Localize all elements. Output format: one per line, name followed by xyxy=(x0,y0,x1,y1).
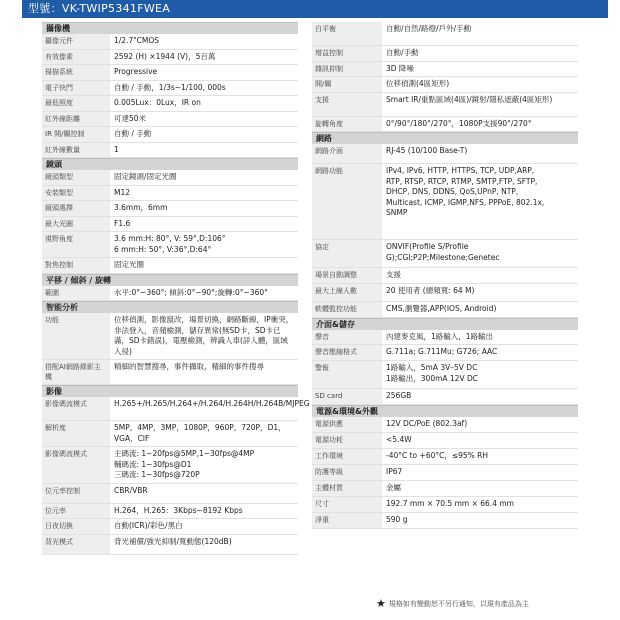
spec-label: 搭配AI網路錄影主機 xyxy=(42,360,110,384)
spec-row xyxy=(312,302,578,318)
spec-row xyxy=(312,62,578,78)
section-heading: 攝像機 xyxy=(42,22,298,34)
spec-row xyxy=(312,93,578,117)
spec-row xyxy=(42,447,298,484)
spec-label: 最低照度 xyxy=(42,96,110,111)
spec-value: 1 xyxy=(114,144,119,154)
spec-row xyxy=(42,81,298,97)
spec-label: SD card xyxy=(312,389,382,404)
spec-label: 軟體監控功能 xyxy=(312,302,382,317)
spec-label: IR 開/關控制 xyxy=(42,127,110,142)
spec-row xyxy=(42,519,298,535)
spec-label: 淨重 xyxy=(312,513,382,528)
spec-value: 精細的智慧搜尋，事件擷取，精細的事件搜尋 xyxy=(114,362,264,371)
spec-row xyxy=(42,50,298,66)
spec-value: 固定光圈 xyxy=(114,260,144,269)
spec-row xyxy=(42,421,298,447)
spec-value: 自動 / 手動，1/3s~1/100, 000s xyxy=(114,82,226,92)
spec-row xyxy=(312,77,578,93)
spec-value: 自動(ICR)/彩色/黑白 xyxy=(114,521,183,530)
spec-row xyxy=(312,240,578,268)
spec-row xyxy=(312,284,578,302)
spec-label: 功能 xyxy=(42,313,110,359)
spec-label: 聲音 xyxy=(312,330,382,345)
spec-row xyxy=(312,465,578,481)
left-spec-column xyxy=(42,22,310,555)
spec-row xyxy=(42,286,298,302)
spec-value: 水平:0°~360°; 傾斜:0°~90°;旋轉:0°~360° xyxy=(114,287,268,297)
spec-value: 可達50米 xyxy=(114,113,147,123)
spec-label: 網路介面 xyxy=(312,144,382,163)
spec-label: 協定 xyxy=(312,240,382,267)
spec-value: CMS,瀏覽器,APP(IOS, Android) xyxy=(386,303,497,313)
spec-row xyxy=(42,112,298,128)
spec-row xyxy=(312,164,578,240)
spec-label: 旋轉角度 xyxy=(312,117,382,132)
spec-value: G.711a; G.711Mu; G726; AAC xyxy=(386,347,498,356)
spec-value: 192.7 mm × 70.5 mm × 66.4 mm xyxy=(386,498,514,508)
model-title: 型號：VK-TWIP5341FWEA xyxy=(28,2,171,15)
spec-row xyxy=(42,258,298,274)
spec-value: ONVIF(Profile S/Profile G);CGI;P2P;Milestone;Genetec xyxy=(386,242,500,262)
right-spec-column xyxy=(312,22,578,529)
model-header xyxy=(22,0,608,18)
spec-label: 雜訊抑制 xyxy=(312,62,382,77)
spec-row xyxy=(312,345,578,361)
spec-value: 金屬 xyxy=(386,482,401,492)
spec-label: 電源供應 xyxy=(312,417,382,432)
spec-label: 鏡頭類型 xyxy=(42,170,110,185)
spec-label: 紅外線距離 xyxy=(42,112,110,127)
section-heading: 電源&環境&外觀 xyxy=(312,405,578,417)
spec-row xyxy=(312,449,578,465)
spec-label: 警報 xyxy=(312,361,382,388)
spec-row xyxy=(42,397,310,421)
spec-value: 590 g xyxy=(386,514,408,524)
spec-value: RJ-45 (10/100 Base-T) xyxy=(386,146,468,155)
spec-row xyxy=(312,46,578,62)
spec-value: 1/2.7"CMOS xyxy=(114,36,160,45)
section-heading: 智能分析 xyxy=(42,301,298,313)
spec-row xyxy=(312,481,578,497)
spec-value: 背光補償/強光抑制/寬動態(120dB) xyxy=(114,536,232,546)
spec-row xyxy=(312,117,578,133)
spec-value: 12V DC/PoE (802.3af) xyxy=(386,418,468,428)
spec-row xyxy=(42,535,298,555)
spec-value: 3.6mm，6mm xyxy=(114,203,168,212)
spec-label: 場景自動調整 xyxy=(312,268,382,283)
spec-label: 開/關 xyxy=(312,77,382,92)
spec-row xyxy=(42,96,298,112)
spec-row xyxy=(42,360,298,385)
spec-label: 增益控制 xyxy=(312,46,382,61)
spec-value: 0.005Lux：0Lux，IR on xyxy=(114,98,201,107)
spec-row xyxy=(42,186,298,202)
spec-label: 掃描系統 xyxy=(42,65,110,80)
spec-label: 網路功能 xyxy=(312,164,382,239)
spec-value: H.264，H.265：3Kbps~8192 Kbps xyxy=(114,505,243,515)
spec-label: 工作環境 xyxy=(312,449,382,464)
spec-value: 自動 / 手動 xyxy=(114,129,152,138)
spec-row xyxy=(312,433,578,449)
spec-value: 1路輸入，5mA 3V–5V DC 1路輸出，300mA 12V DC xyxy=(386,363,478,383)
spec-label: 影像碼流模式 xyxy=(42,397,110,420)
spec-row xyxy=(312,144,578,164)
spec-value: 位移偵測，影像竄改，場景切換，網路斷線，IP衝突，非法登入，音頻檢測，儲存異常(無SD卡，SD卡已滿，SD卡錯誤)，電壓檢測，辨識人車(詳人體，區域入侵) xyxy=(114,315,294,356)
spec-row xyxy=(42,170,298,186)
spec-label: 支援 xyxy=(312,93,382,116)
spec-value: 固定鏡頭/固定光圈 xyxy=(114,172,177,181)
spec-label: 位元率 xyxy=(42,504,110,519)
spec-value: Progressive xyxy=(114,67,158,76)
spec-row xyxy=(42,143,298,159)
spec-label: 背光模式 xyxy=(42,535,110,554)
spec-value: 20 使用者 (總頻寬: 64 M) xyxy=(386,285,475,295)
section-heading: 鏡頭 xyxy=(42,158,298,170)
spec-label: 電源功耗 xyxy=(312,433,382,448)
spec-label: 最大光圈 xyxy=(42,217,110,232)
spec-row xyxy=(312,268,578,284)
spec-row xyxy=(42,217,298,233)
section-heading: 影像 xyxy=(42,385,298,397)
spec-row xyxy=(312,22,578,46)
spec-value: CBR/VBR xyxy=(114,485,148,495)
spec-label: 防護等級 xyxy=(312,465,382,480)
spec-label: 最大上線人數 xyxy=(312,284,382,301)
spec-value: M12 xyxy=(114,187,131,197)
section-heading: 網路 xyxy=(312,132,578,144)
spec-value: 256GB xyxy=(386,391,412,400)
spec-value: IPv4, IPv6, HTTP, HTTPS, TCP, UDP,ARP, RTP, RTSP, RTCP, RTMP, SMTP,FTP, SFTP, DHCP, DNS, DDNS, QoS,UPnP, NTP, Multicast, ICMP, IGMP,NFS, PPPoE, 802.1x, SNMP xyxy=(386,166,545,217)
spec-label: 鏡頭選擇 xyxy=(42,201,110,216)
spec-value: 自動/手動 xyxy=(386,48,419,57)
spec-label: 日夜切換 xyxy=(42,519,110,534)
spec-value: 位移偵測(4區矩形) xyxy=(386,79,450,88)
spec-row xyxy=(312,513,578,529)
spec-value: 0°/90°/180°/270°，1080P支援90°/270° xyxy=(386,118,532,128)
spec-label: 主體材質 xyxy=(312,481,382,496)
spec-value: Smart IR/重點區域(4區)/鏡射/隱私遮蔽(4區矩形) xyxy=(386,94,553,104)
spec-value: 3.6 mm:H: 80°, V: 59°,D:106° 6 mm:H: 50°, V:36°,D:64° xyxy=(114,234,226,254)
spec-value: H.265+/H.265/H.264+/H.264/H.264H/H.264B/MJPEG xyxy=(114,399,310,408)
spec-row xyxy=(312,389,578,405)
spec-value: 3D 降噪 xyxy=(386,63,414,73)
spec-value: 內建麥克風，1路輸入，1路輸出 xyxy=(386,331,494,341)
spec-row xyxy=(42,34,298,50)
spec-label: 聲音壓縮格式 xyxy=(312,345,382,360)
spec-label: 尺寸 xyxy=(312,497,382,512)
spec-label: 電子快門 xyxy=(42,81,110,96)
spec-value: F1.6 xyxy=(114,218,131,228)
star-icon: ★ xyxy=(376,597,386,610)
spec-value: 支援 xyxy=(386,270,401,279)
spec-value: 5MP，4MP，3MP，1080P，960P，720P，D1，VGA，CIF xyxy=(114,423,286,443)
spec-label: 解析度 xyxy=(42,421,110,446)
spec-value: -40°C to +60°C，≤95% RH xyxy=(386,450,489,460)
spec-row xyxy=(312,330,578,346)
section-heading: 介面&儲存 xyxy=(312,318,578,330)
spec-value: IP67 xyxy=(386,466,403,476)
spec-row xyxy=(42,65,298,81)
spec-row xyxy=(312,361,578,389)
spec-value: 主碼流: 1~20fps@5MP,1~30fps@4MP 輔碼流: 1~30fps@D1 三碼流: 1~30fps@720P xyxy=(114,449,255,479)
spec-label: 對焦控制 xyxy=(42,258,110,273)
spec-row xyxy=(312,497,578,513)
spec-label: 紅外線數量 xyxy=(42,143,110,158)
spec-row xyxy=(42,504,298,520)
spec-row xyxy=(42,484,298,504)
spec-value: 2592 (H) ×1944 (V)，5百萬 xyxy=(114,51,216,61)
spec-row xyxy=(42,313,298,360)
spec-label: 白平衡 xyxy=(312,22,382,45)
section-heading: 平移 / 傾斜 / 旋轉 xyxy=(42,274,298,286)
disclaimer-note xyxy=(376,597,529,610)
spec-label: 範圍 xyxy=(42,286,110,301)
spec-label: 安裝類型 xyxy=(42,186,110,201)
spec-label: 攝像元件 xyxy=(42,34,110,49)
spec-row xyxy=(42,201,298,217)
spec-row xyxy=(42,232,298,258)
spec-label: 視野角度 xyxy=(42,232,110,257)
spec-value: 自動/自然/路燈/戶外/手動 xyxy=(386,24,472,33)
spec-value: <5.4W xyxy=(386,434,412,444)
spec-label: 有效像素 xyxy=(42,50,110,65)
spec-label: 影像碼流模式 xyxy=(42,447,110,483)
disclaimer-text: 規格如有變動恕不另行通知，以現有產品為主 xyxy=(388,599,529,608)
spec-row xyxy=(312,417,578,433)
spec-row xyxy=(42,127,298,143)
spec-label: 位元率控制 xyxy=(42,484,110,503)
